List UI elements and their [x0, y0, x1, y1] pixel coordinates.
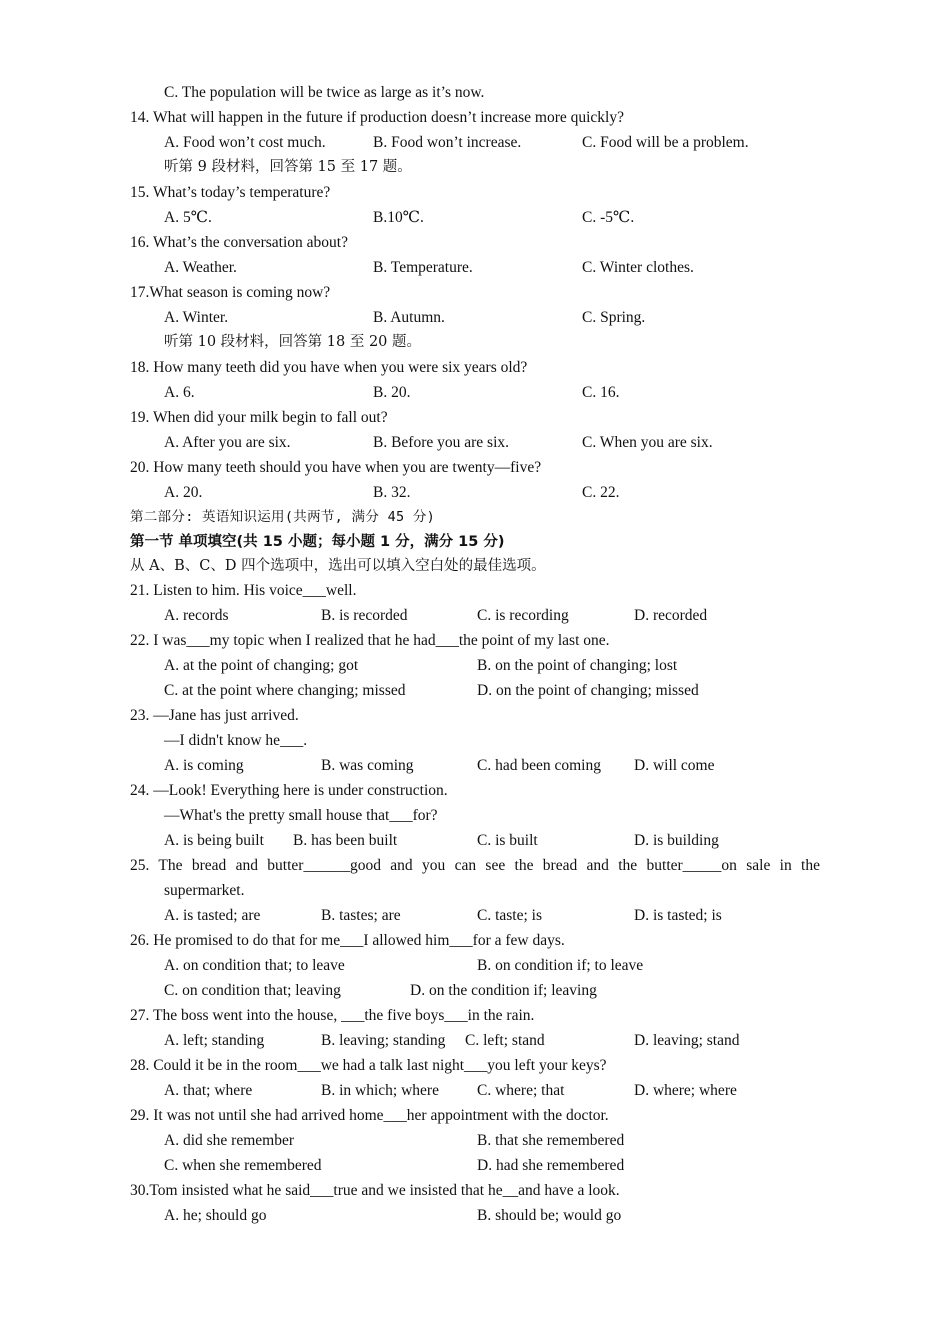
- q15-option-a: A. 5℃.: [164, 209, 212, 226]
- q29-option-a: A. did she remember: [164, 1132, 294, 1149]
- q24-option-c: C. is built: [477, 832, 538, 849]
- q22-options-ab: [164, 653, 854, 678]
- q24-option-a: A. is being built: [164, 832, 264, 849]
- q29-option-c: C. when she remembered: [164, 1157, 322, 1174]
- q27-option-b: B. leaving; standing: [321, 1032, 446, 1049]
- q14-option-b: B. Food won’t increase.: [373, 134, 522, 151]
- q17-option-c: C. Spring.: [582, 309, 646, 326]
- q28-question: 28. Could it be in the room___we had a talk last night___you left your keys?: [130, 1057, 607, 1074]
- q28-option-a: A. that; where: [164, 1082, 253, 1099]
- q24-question: 24. —Look! Everything here is under construction.: [130, 782, 448, 799]
- q13-option-c: C. The population will be twice as large as it’s now.: [164, 84, 485, 101]
- q20-option-c: C. 22.: [582, 484, 620, 501]
- q22-option-c: C. at the point where changing; missed: [164, 682, 406, 699]
- section-one-instruction: 从 A、B、C、D 四个选项中，选出可以填入空白处的最佳选项。: [130, 558, 546, 574]
- q21-option-a: A. records: [164, 607, 229, 624]
- q29-options-ab: [164, 1128, 854, 1153]
- q29-options-cd: [164, 1153, 854, 1178]
- section-one-heading: 第一节 单项填空(共 15 小题；每小题 1 分，满分 15 分): [130, 534, 505, 550]
- q30-option-a: A. he; should go: [164, 1207, 267, 1224]
- listening-9-instruction: 听第 9 段材料，回答第 15 至 17 题。: [164, 159, 412, 175]
- q27-option-a: A. left; standing: [164, 1032, 265, 1049]
- q15-option-c: C. -5℃.: [582, 209, 635, 226]
- q19-options: [164, 430, 854, 455]
- q29-question: 29. It was not until she had arrived home___her appointment with the doctor.: [130, 1107, 609, 1124]
- q23-options: [164, 753, 854, 778]
- q23-option-b: B. was coming: [321, 757, 414, 774]
- q27-option-c: C. left; stand: [465, 1032, 545, 1049]
- q16-option-a: A. Weather.: [164, 259, 237, 276]
- q18-question: 18. How many teeth did you have when you were six years old?: [130, 359, 528, 376]
- q18-option-a: A. 6.: [164, 384, 195, 401]
- q17-option-b: B. Autumn.: [373, 309, 445, 326]
- q16-options: [164, 255, 854, 280]
- q18-option-b: B. 20.: [373, 384, 411, 401]
- q15-option-b: B.10℃.: [373, 209, 424, 226]
- q19-question: 19. When did your milk begin to fall out?: [130, 409, 388, 426]
- q24-option-d: D. is building: [634, 832, 719, 849]
- q18-option-c: C. 16.: [582, 384, 620, 401]
- q22-question: 22. I was___my topic when I realized that he had___the point of my last one.: [130, 632, 610, 649]
- q23-question: 23. —Jane has just arrived.: [130, 707, 299, 724]
- q16-question: 16. What’s the conversation about?: [130, 234, 348, 251]
- q14-question: 14. What will happen in the future if production doesn’t increase more quickly?: [130, 109, 624, 126]
- q17-question: 17.What season is coming now?: [130, 284, 331, 301]
- q22-option-b: B. on the point of changing; lost: [477, 657, 678, 674]
- q23-option-c: C. had been coming: [477, 757, 601, 774]
- q26-options-ab: [164, 953, 854, 978]
- q28-options: [164, 1078, 854, 1103]
- q19-option-b: B. Before you are six.: [373, 434, 510, 451]
- q27-options: [164, 1028, 854, 1053]
- q20-question: 20. How many teeth should you have when you are twenty—five?: [130, 459, 542, 476]
- q26-option-d: D. on the condition if; leaving: [410, 982, 597, 999]
- q19-option-c: C. When you are six.: [582, 434, 713, 451]
- q27-question: 27. The boss went into the house, ___the five boys___in the rain.: [130, 1007, 535, 1024]
- q17-options: [164, 305, 854, 330]
- q26-question: 26. He promised to do that for me___I allowed him___for a few days.: [130, 932, 565, 949]
- listening-10-instruction: 听第 10 段材料，回答第 18 至 20 题。: [164, 334, 422, 350]
- q25-options: [164, 903, 854, 928]
- q23-option-a: A. is coming: [164, 757, 244, 774]
- q30-option-b: B. should be; would go: [477, 1207, 622, 1224]
- q15-question: 15. What’s today’s temperature?: [130, 184, 331, 201]
- part-two-heading: 第二部分: 英语知识运用(共两节, 满分 45 分): [130, 509, 436, 525]
- q20-option-a: A. 20.: [164, 484, 203, 501]
- q30-options-ab: [164, 1203, 854, 1228]
- q21-option-d: D. recorded: [634, 607, 708, 624]
- q25-question-cont: supermarket.: [164, 882, 245, 899]
- q21-option-b: B. is recorded: [321, 607, 408, 624]
- q25-option-b: B. tastes; are: [321, 907, 401, 924]
- q28-option-c: C. where; that: [477, 1082, 565, 1099]
- q26-option-c: C. on condition that; leaving: [164, 982, 341, 999]
- q22-option-d: D. on the point of changing; missed: [477, 682, 699, 699]
- q24-reply: —What's the pretty small house that___for?: [164, 807, 438, 824]
- q24-option-b: B. has been built: [293, 832, 398, 849]
- q27-option-d: D. leaving; stand: [634, 1032, 740, 1049]
- q15-options: [164, 205, 854, 230]
- q23-reply: —I didn't know he___.: [164, 732, 308, 749]
- q21-question: 21. Listen to him. His voice___well.: [130, 582, 357, 599]
- q21-option-c: C. is recording: [477, 607, 569, 624]
- q19-option-a: A. After you are six.: [164, 434, 291, 451]
- q29-option-d: D. had she remembered: [477, 1157, 625, 1174]
- q29-option-b: B. that she remembered: [477, 1132, 625, 1149]
- q28-option-d: D. where; where: [634, 1082, 737, 1099]
- q22-option-a: A. at the point of changing; got: [164, 657, 359, 674]
- q14-options: [164, 130, 854, 155]
- q25-option-d: D. is tasted; is: [634, 907, 722, 924]
- q26-option-b: B. on condition if; to leave: [477, 957, 644, 974]
- q22-options-cd: [164, 678, 854, 703]
- q25-option-a: A. is tasted; are: [164, 907, 261, 924]
- q18-options: [164, 380, 854, 405]
- q16-option-c: C. Winter clothes.: [582, 259, 694, 276]
- q14-option-a: A. Food won’t cost much.: [164, 134, 326, 151]
- q24-options: [164, 828, 854, 853]
- q23-option-d: D. will come: [634, 757, 715, 774]
- q30-question: 30.Tom insisted what he said___true and we insisted that he__and have a look.: [130, 1182, 620, 1199]
- q25-option-c: C. taste; is: [477, 907, 543, 924]
- q28-option-b: B. in which; where: [321, 1082, 439, 1099]
- q20-options: [164, 480, 854, 505]
- q20-option-b: B. 32.: [373, 484, 411, 501]
- q14-option-c: C. Food will be a problem.: [582, 134, 749, 151]
- q26-options-cd: [164, 978, 854, 1003]
- q21-options: [164, 603, 854, 628]
- q26-option-a: A. on condition that; to leave: [164, 957, 345, 974]
- q16-option-b: B. Temperature.: [373, 259, 473, 276]
- q17-option-a: A. Winter.: [164, 309, 229, 326]
- q25-question: 25. The bread and butter______good and you can see the bread and the butter_____on sale in the: [130, 857, 820, 874]
